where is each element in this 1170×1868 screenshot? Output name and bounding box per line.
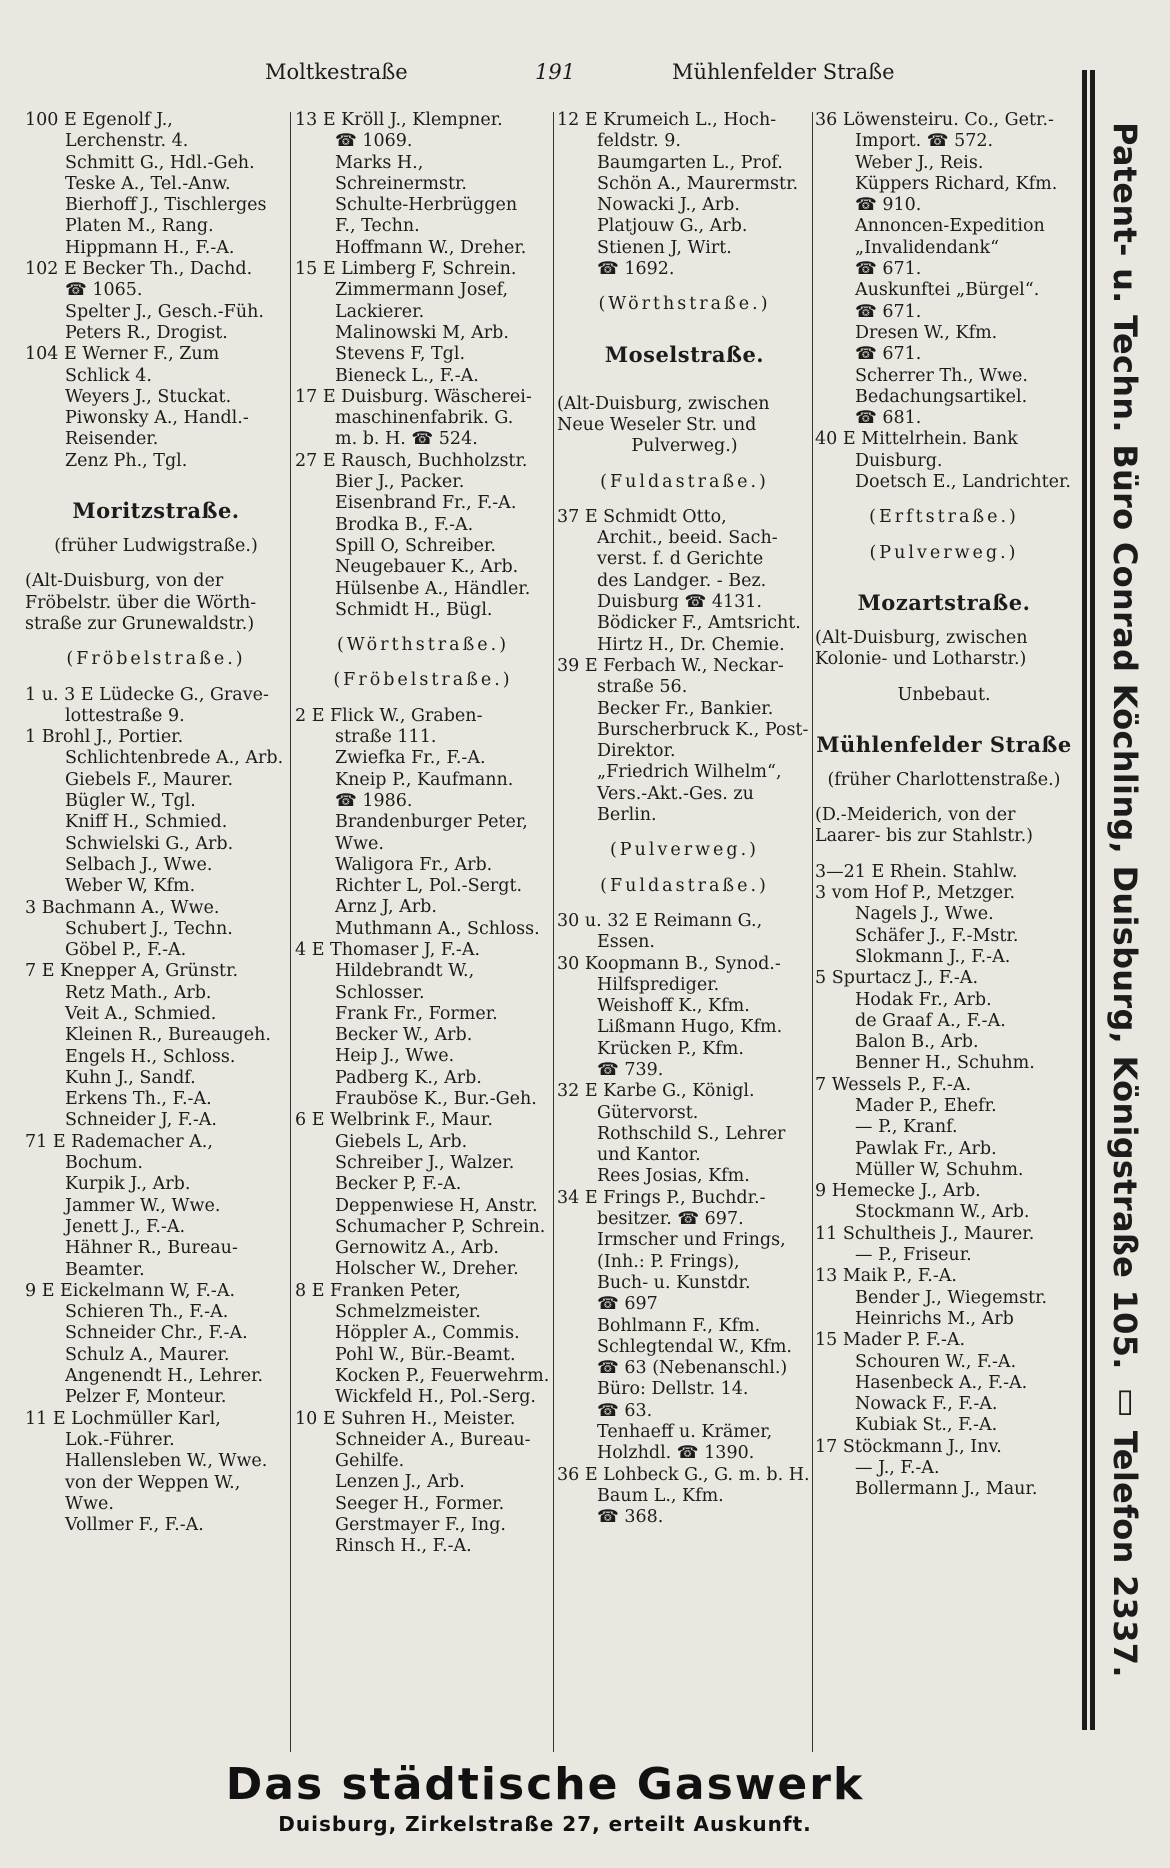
directory-entry: (Inh.: P. Frings),	[597, 1251, 740, 1272]
header-street-left: Moltkestraße	[265, 60, 408, 84]
directory-entry: Neugebauer K., Arb.	[335, 557, 519, 578]
directory-entry: Schieren Th., F.-A.	[65, 1302, 229, 1323]
directory-entry: Schwielski G., Arb.	[65, 833, 234, 854]
directory-entry: Annoncen-Expedition	[855, 216, 1045, 237]
directory-entry: de Graaf A., F.-A.	[855, 1010, 1006, 1031]
directory-entry: Zenz Ph., Tgl.	[65, 450, 188, 471]
directory-entry: Giebels L, Arb.	[335, 1131, 468, 1152]
directory-entry: Nowack F., F.-A.	[855, 1394, 998, 1415]
directory-entry: 40 E Mittelrhein. Bank	[815, 429, 1018, 450]
directory-entry: Weber W, Kfm.	[65, 876, 196, 897]
directory-entry: Rothschild S., Lehrer	[597, 1123, 786, 1144]
column-1	[25, 110, 287, 1755]
spacer	[295, 656, 551, 670]
street-heading: Mozartstraße.	[857, 589, 1031, 615]
directory-entry: Bier J., Packer.	[335, 472, 465, 493]
directory-entry: Piwonsky A., Handl.-	[65, 408, 249, 429]
spacer	[557, 897, 812, 911]
directory-entry: Reisender.	[65, 429, 159, 450]
directory-entry: 11 E Lochmüller Karl,	[25, 1408, 221, 1429]
directory-entry: Muthmann A., Schloss.	[335, 918, 540, 939]
directory-entry: von der Weppen W.,	[65, 1472, 241, 1493]
directory-entry: Laarer- bis zur Stahlstr.)	[815, 826, 1033, 847]
directory-entry: 9 Hemecke J., Arb.	[815, 1181, 981, 1202]
directory-entry: Dresen W., Kfm.	[855, 322, 998, 343]
directory-entry: Jammer W., Wwe.	[65, 1195, 221, 1216]
directory-entry: Schneider Chr., F.-A.	[65, 1323, 248, 1344]
directory-entry: ☎ 1692.	[597, 259, 675, 280]
directory-entry: Spill O, Schreiber.	[335, 535, 496, 556]
directory-entry: Neue Weseler Str. und	[557, 414, 757, 435]
directory-entry: Nagels J., Wwe.	[855, 904, 994, 925]
directory-entry: Heip J., Wwe.	[335, 1046, 455, 1067]
directory-entry: lottestraße 9.	[65, 705, 185, 726]
directory-entry: Büro: Dellstr. 14.	[597, 1379, 749, 1400]
column-2	[295, 110, 551, 1755]
directory-entry: F., Techn.	[335, 216, 420, 237]
directory-entry: Essen.	[597, 932, 655, 953]
cross-street: (Fröbelstraße.)	[66, 649, 246, 670]
directory-entry: Kneip P., Kaufmann.	[335, 769, 514, 790]
directory-entry: Schlichtenbrede A., Arb.	[65, 748, 284, 769]
directory-entry: Retz Math., Arb.	[65, 982, 212, 1003]
directory-entry: Bollermann J., Maur.	[855, 1479, 1038, 1500]
directory-entry: Archit., beeid. Sach-	[597, 528, 778, 549]
directory-entry: Kniff H., Schmied.	[65, 812, 228, 833]
directory-entry: Schumacher P, Schrein.	[335, 1216, 546, 1237]
column-3	[557, 110, 812, 1755]
directory-entry: verst. f. d Gerichte	[597, 549, 764, 570]
footer-title: Das städtische Gaswerk	[225, 1759, 865, 1810]
directory-entry: Schön A., Maurermstr.	[597, 173, 799, 194]
spacer	[25, 671, 287, 685]
directory-entry: Nowacki J., Arb.	[597, 195, 740, 216]
directory-entry: Lackierer.	[335, 301, 425, 322]
directory-entry: Marks H.,	[335, 152, 424, 173]
directory-entry: Lerchenstr. 4.	[65, 131, 189, 152]
directory-entry: Pawlak Fr., Arb.	[855, 1138, 997, 1159]
street-heading: Moselstraße.	[604, 341, 765, 367]
directory-entry: Gütervorst.	[597, 1102, 699, 1123]
directory-entry: Duisburg.	[855, 450, 943, 471]
directory-entry: Unbebaut.	[897, 684, 991, 705]
directory-entry: Schmelzmeister.	[335, 1302, 481, 1323]
directory-entry: Fröbelstr. über die Wörth-	[25, 592, 257, 613]
directory-entry: Giebels F., Maurer.	[65, 769, 234, 790]
directory-entry: Jenett J., F.-A.	[65, 1216, 186, 1237]
footer-advertisement	[0, 1760, 1090, 1836]
directory-entry: Lißmann Hugo, Kfm.	[597, 1017, 783, 1038]
directory-entry: Hallensleben W., Wwe.	[65, 1451, 268, 1472]
directory-entry: Heinrichs M., Arb	[855, 1308, 1014, 1329]
directory-entry: Göbel P., F.-A.	[65, 940, 187, 961]
directory-entry: Schouren W., F.-A.	[855, 1351, 1017, 1372]
directory-entry: Bödicker F., Amtsricht.	[597, 613, 801, 634]
directory-entry: — P., Kranf.	[855, 1117, 958, 1138]
directory-entry: Bedachungsartikel.	[855, 386, 1028, 407]
directory-entry: Wickfeld H., Pol.-Serg.	[335, 1387, 536, 1408]
directory-entry: Gerstmayer F., Ing.	[335, 1515, 506, 1535]
directory-entry: 7 E Knepper A, Grünstr.	[25, 961, 239, 982]
spacer	[295, 621, 551, 635]
directory-entry: Becker W., Arb.	[335, 1025, 473, 1046]
directory-entry: 4 E Thomaser J, F.-A.	[295, 939, 481, 960]
directory-entry: ☎ 368.	[597, 1507, 664, 1528]
directory-entry: Weishoff K., Kfm.	[597, 996, 750, 1017]
directory-entry: ☎ 63.	[597, 1400, 653, 1421]
directory-entry: 37 E Schmidt Otto,	[557, 506, 727, 527]
directory-entry: 3 vom Hof P., Metzger.	[815, 883, 1016, 904]
directory-entry: Stienen J, Wirt.	[597, 237, 732, 258]
directory-entry: 7 Wessels P., F.-A.	[815, 1074, 972, 1095]
directory-entry: Müller W, Schuhm.	[855, 1159, 1024, 1180]
directory-entry: 36 Löwensteiru. Co., Getr.-	[815, 110, 1054, 130]
directory-entry: Weyers J., Stuckat.	[65, 386, 232, 407]
directory-entry: Weber J., Reis.	[855, 152, 984, 173]
directory-entry: Becker P, F.-A.	[335, 1174, 462, 1195]
directory-entry: ☎ 739.	[597, 1059, 664, 1080]
directory-entry: Richter L, Pol.-Sergt.	[335, 876, 523, 897]
directory-entry: Frauböse K., Bur.-Geh.	[335, 1089, 537, 1110]
spacer	[25, 472, 287, 486]
directory-entry: Engels H., Schloss.	[65, 1046, 236, 1067]
directory-entry: feldstr. 9.	[597, 131, 681, 152]
directory-entry: Schmitt G., Hdl.-Geh.	[65, 152, 255, 173]
directory-entry: Rees Josias, Kfm.	[597, 1166, 750, 1187]
directory-entry: „Invalidendank“	[855, 237, 1000, 258]
directory-entry: Erkens Th., F.-A.	[65, 1089, 212, 1110]
directory-entry: ☎ 1069.	[335, 131, 413, 152]
spacer	[815, 791, 1073, 805]
directory-entry: Kocken P., Feuerwehrm.	[335, 1365, 550, 1386]
directory-entry: 3 Bachmann A., Wwe.	[25, 897, 220, 918]
directory-entry: Bügler W., Tgl.	[65, 791, 196, 812]
directory-entry: ☎ 681.	[855, 408, 922, 429]
directory-entry: Schulz A., Maurer.	[65, 1344, 230, 1365]
directory-entry: maschinenfabrik. G.	[335, 408, 514, 429]
directory-entry: 10 E Suhren H., Meister.	[295, 1408, 516, 1429]
directory-entry: — P., Friseur.	[855, 1245, 972, 1266]
directory-entry: Import. ☎ 572.	[855, 131, 994, 152]
spacer	[815, 529, 1073, 543]
spacer	[557, 493, 812, 507]
column-divider	[290, 112, 291, 1752]
directory-entry: Berlin.	[597, 805, 657, 826]
directory-entry: Hirtz H., Dr. Chemie.	[597, 634, 785, 655]
directory-entry: Hilfsprediger.	[597, 974, 720, 995]
directory-entry: Baumgarten L., Prof.	[597, 152, 783, 173]
directory-entry: Schubert J., Techn.	[65, 918, 233, 939]
directory-entry: Bohlmann F., Kfm.	[597, 1315, 761, 1336]
spacer	[815, 493, 1073, 507]
advertisement-sidebar	[1080, 60, 1162, 1750]
spacer	[295, 692, 551, 706]
directory-entry: 13 Maik P., F.-A.	[815, 1266, 957, 1287]
cross-street: (Fuldastraße.)	[600, 875, 769, 896]
directory-entry: Lok.-Führer.	[65, 1429, 175, 1450]
spacer	[25, 557, 287, 571]
directory-entry: Pohl W., Bür.-Beamt.	[335, 1344, 516, 1365]
directory-entry: Brodka B., F.-A.	[335, 514, 474, 535]
directory-entry: Selbach J., Wwe.	[65, 854, 213, 875]
spacer	[557, 316, 812, 330]
directory-entry: 2 E Flick W., Graben-	[295, 705, 483, 726]
directory-entry: Kuhn J., Sandf.	[65, 1067, 196, 1088]
directory-entry: Arnz J, Arb.	[335, 897, 437, 918]
spacer	[557, 862, 812, 876]
directory-entry: Schlick 4.	[65, 365, 152, 386]
directory-entry: 3—21 E Rhein. Stahlw.	[815, 861, 1018, 882]
cross-street: (Erftstraße.)	[869, 507, 1019, 528]
directory-entry: 104 E Werner F., Zum	[25, 344, 220, 365]
directory-entry: ☎ 1065.	[65, 280, 143, 301]
street-heading: Moritzstraße.	[72, 498, 240, 524]
directory-entry: Krücken P., Kfm.	[597, 1038, 744, 1059]
header-street-right: Mühlenfelder Straße	[672, 60, 895, 84]
directory-entry: Hasenbeck A., F.-A.	[855, 1372, 1028, 1393]
page-header	[0, 60, 1080, 94]
directory-entry: Becker Fr., Bankier.	[597, 698, 774, 719]
directory-entry: Angenendt H., Lehrer.	[65, 1366, 264, 1387]
directory-entry: Bieneck L., F.-A.	[335, 365, 479, 386]
directory-entry: Seeger H., Former.	[335, 1493, 505, 1514]
directory-entry: Schäfer J., F.-Mstr.	[855, 925, 1019, 946]
directory-entry: Mader P., Ehefr.	[855, 1095, 997, 1116]
directory-entry: 11 Schultheis J., Maurer.	[815, 1223, 1035, 1244]
directory-entry: Höppler A., Commis.	[335, 1323, 520, 1344]
directory-entry: Brandenburger Peter,	[335, 812, 528, 833]
spacer	[557, 826, 812, 840]
directory-entry: ☎ 671.	[855, 259, 922, 280]
directory-entry: Veit A., Schmied.	[65, 1003, 217, 1024]
directory-entry: Spelter J., Gesch.-Füh.	[65, 301, 264, 322]
directory-entry: ☎ 671.	[855, 301, 922, 322]
directory-entry: Pelzer F, Monteur.	[65, 1387, 227, 1408]
directory-entry: Hähner R., Bureau-	[65, 1238, 238, 1259]
directory-entry: Buch- u. Kunstdr.	[597, 1272, 751, 1293]
directory-entry: Kurpik J., Arb.	[65, 1174, 191, 1195]
directory-entry: Hülsenbe A., Händler.	[335, 578, 531, 599]
directory-entry: „Friedrich Wilhelm“,	[597, 762, 782, 783]
directory-entry: Platen M., Rang.	[65, 216, 214, 237]
directory-entry: 15 Mader P. F.-A.	[815, 1330, 966, 1351]
sidebar-ad-text: Patent- u. Techn. Büro Conrad Köchling, Duisburg, Königstraße 105. ▯ Telefon 2337.	[1106, 122, 1144, 1678]
directory-entry: Hippmann H., F.-A.	[65, 237, 235, 258]
directory-entry: Stevens F, Tgl.	[335, 344, 466, 365]
directory-entry: Schlosser.	[335, 982, 425, 1003]
directory-entry: Burscherbruck K., Post-	[597, 719, 809, 740]
directory-entry: Schneider J, F.-A.	[65, 1110, 217, 1131]
directory-entry: 13 E Kröll J., Klempner.	[295, 110, 503, 130]
directory-entry: Lenzen J., Arb.	[335, 1472, 465, 1493]
directory-entry: Hodak Fr., Arb.	[855, 989, 992, 1010]
directory-entry: Peters R., Drogist.	[65, 322, 228, 343]
spacer	[815, 564, 1073, 578]
directory-entry: Zwiefka Fr., F.-A.	[335, 748, 486, 769]
sidebar-rule	[1090, 70, 1095, 1730]
directory-entry: ☎ 671.	[855, 344, 922, 365]
directory-entry: (früher Charlottenstraße.)	[827, 769, 1061, 790]
page-number: 191	[535, 60, 576, 84]
directory-entry: Bochum.	[65, 1153, 143, 1174]
directory-entry: ☎ 1986.	[335, 790, 413, 811]
spacer	[25, 635, 287, 649]
directory-entry: Wwe.	[335, 833, 384, 854]
directory-entry: 36 E Lohbeck G., G. m. b. H.	[557, 1464, 810, 1485]
directory-entry: 102 E Becker Th., Dachd.	[25, 259, 253, 280]
directory-entry: Bierhoff J., Tischlerges	[65, 195, 267, 216]
directory-entry: Kubiak St., F.-A.	[855, 1415, 998, 1436]
directory-entry: 100 E Egenolf J.,	[25, 110, 173, 130]
directory-entry: (D.-Meiderich, von der	[815, 805, 1016, 826]
directory-entry: Schreiber J., Walzer.	[335, 1152, 515, 1173]
directory-entry: Stockmann W., Arb.	[855, 1202, 1030, 1223]
spacer	[557, 380, 812, 394]
spacer	[815, 706, 1073, 720]
directory-entry: Pulverweg.)	[631, 436, 738, 457]
cross-street: (Pulverweg.)	[869, 542, 1019, 563]
directory-entry: Slokmann J., F.-A.	[855, 946, 1011, 967]
directory-entry: 30 Koopmann B., Synod.-	[557, 953, 781, 974]
directory-entry: und Kantor.	[597, 1145, 701, 1166]
directory-entry: m. b. H. ☎ 524.	[335, 429, 478, 450]
cross-street: (Fröbelstraße.)	[333, 670, 513, 691]
directory-entry: Frank Fr., Former.	[335, 1003, 498, 1024]
directory-entry: Hildebrandt W.,	[335, 961, 475, 982]
directory-entry: Platjouw G., Arb.	[597, 216, 748, 237]
directory-entry: Holscher W., Dreher.	[335, 1259, 519, 1280]
directory-entry: 39 E Ferbach W., Neckar-	[557, 655, 784, 676]
cross-street: (Fuldastraße.)	[600, 471, 769, 492]
directory-entry: Eisenbrand Fr., F.-A.	[335, 493, 517, 514]
spacer	[557, 280, 812, 294]
directory-entry: Baum L., Kfm.	[597, 1485, 724, 1506]
column-4	[815, 110, 1073, 1755]
directory-entry: Duisburg ☎ 4131.	[597, 592, 762, 613]
directory-entry: Kleinen R., Bureaugeh.	[65, 1025, 271, 1046]
directory-entry: Beamter.	[65, 1259, 145, 1280]
directory-entry: Zimmermann Josef,	[335, 280, 509, 301]
spacer	[557, 458, 812, 472]
directory-entry: ☎ 910.	[855, 195, 922, 216]
directory-entry: Direktor.	[597, 741, 676, 762]
directory-entry: 12 E Krumeich L., Hoch-	[557, 110, 777, 130]
directory-entry: 1 Brohl J., Portier.	[25, 727, 184, 748]
directory-entry: Balon B., Arb.	[855, 1032, 979, 1053]
directory-entry: (Alt-Duisburg, zwischen	[557, 393, 770, 414]
directory-entry: 5 Spurtacz J., F.-A.	[815, 968, 979, 989]
directory-entry: (Alt-Duisburg, zwischen	[815, 627, 1028, 648]
directory-entry: Teske A., Tel.-Anw.	[65, 173, 231, 194]
footer-subtitle: Duisburg, Zirkelstraße 27, erteilt Auskunft.	[278, 1812, 812, 1836]
directory-entry: 8 E Franken Peter,	[295, 1280, 461, 1301]
directory-entry: Deppenwiese H, Anstr.	[335, 1195, 538, 1216]
directory-entry: Schneider A., Bureau-	[335, 1429, 531, 1450]
directory-entry: Waligora Fr., Arb.	[335, 854, 493, 875]
directory-entry: straße zur Grunewaldstr.)	[25, 613, 255, 634]
directory-entry: 71 E Rademacher A.,	[25, 1131, 213, 1152]
directory-entry: 27 E Rausch, Buchholzstr.	[295, 450, 528, 471]
directory-entry: 6 E Welbrink F., Maur.	[295, 1110, 493, 1131]
directory-entry: Schulte-Herbrüggen	[335, 195, 518, 216]
directory-entry: ☎ 697	[597, 1294, 658, 1315]
column-divider	[812, 112, 813, 1752]
directory-entry: Benner H., Schuhm.	[855, 1053, 1035, 1074]
directory-entry: des Landger. - Bez.	[597, 570, 767, 591]
directory-entry: Wwe.	[65, 1493, 114, 1514]
directory-entry: straße 111.	[335, 727, 437, 748]
directory-entry: Schreinermstr.	[335, 173, 467, 194]
directory-entry: Hoffmann W., Dreher.	[335, 237, 527, 258]
directory-entry: Holzhdl. ☎ 1390.	[597, 1443, 755, 1464]
directory-entry: 9 E Eickelmann W, F.-A.	[25, 1280, 236, 1301]
directory-entry: Irmscher und Frings,	[597, 1230, 786, 1251]
sidebar-rule	[1082, 70, 1087, 1730]
directory-entry: straße 56.	[597, 677, 688, 698]
spacer	[815, 848, 1073, 862]
directory-entry: 1 u. 3 E Lüdecke G., Grave-	[25, 684, 269, 705]
directory-entry: (früher Ludwigstraße.)	[54, 536, 258, 557]
directory-entry: Doetsch E., Landrichter.	[855, 472, 1071, 493]
directory-entry: Tenhaeff u. Krämer,	[597, 1422, 773, 1443]
street-heading: Mühlenfelder Straße	[816, 731, 1072, 757]
directory-entry: (Alt-Duisburg, von der	[25, 571, 224, 592]
directory-entry: besitzer. ☎ 697.	[597, 1209, 744, 1230]
directory-entry: Rinsch H., F.-A.	[335, 1536, 472, 1557]
directory-entry: Auskunftei „Bürgel“.	[855, 280, 1040, 301]
directory-entry: ☎ 63 (Nebenanschl.)	[597, 1358, 788, 1379]
directory-entry: 30 u. 32 E Reimann G.,	[557, 910, 763, 931]
directory-entry: Gehilfe.	[335, 1451, 405, 1472]
directory-entry: Scherrer Th., Wwe.	[855, 365, 1028, 386]
cross-street: (Wörthstraße.)	[336, 635, 510, 656]
directory-entry: 32 E Karbe G., Königl.	[557, 1081, 755, 1102]
cross-street: (Wörthstraße.)	[598, 294, 771, 315]
directory-entry: Kolonie- und Lotharstr.)	[815, 649, 1027, 670]
spacer	[815, 671, 1073, 685]
directory-entry: 15 E Limberg F, Schrein.	[295, 259, 517, 280]
directory-entry: Vollmer F., F.-A.	[65, 1515, 204, 1536]
directory-entry: Malinowski M, Arb.	[335, 322, 509, 343]
directory-entry: Schlegtendal W., Kfm.	[597, 1336, 792, 1357]
directory-entry: Bender J., Wiegemstr.	[855, 1287, 1048, 1308]
directory-entry: Schmidt H., Bügl.	[335, 599, 493, 620]
directory-entry: Padberg K., Arb.	[335, 1067, 482, 1088]
directory-entry: 17 E Duisburg. Wäscherei-	[295, 386, 532, 407]
directory-entry: 34 E Frings P., Buchdr.-	[557, 1187, 766, 1208]
cross-street: (Pulverweg.)	[609, 840, 759, 861]
directory-entry: Gernowitz A., Arb.	[335, 1238, 499, 1259]
directory-entry: Küppers Richard, Kfm.	[855, 173, 1058, 194]
column-divider	[553, 112, 554, 1752]
directory-entry: 17 Stöckmann J., Inv.	[815, 1436, 1002, 1457]
directory-entry: — J., F.-A.	[855, 1458, 940, 1479]
directory-entry: Vers.-Akt.-Ges. zu	[597, 783, 754, 804]
